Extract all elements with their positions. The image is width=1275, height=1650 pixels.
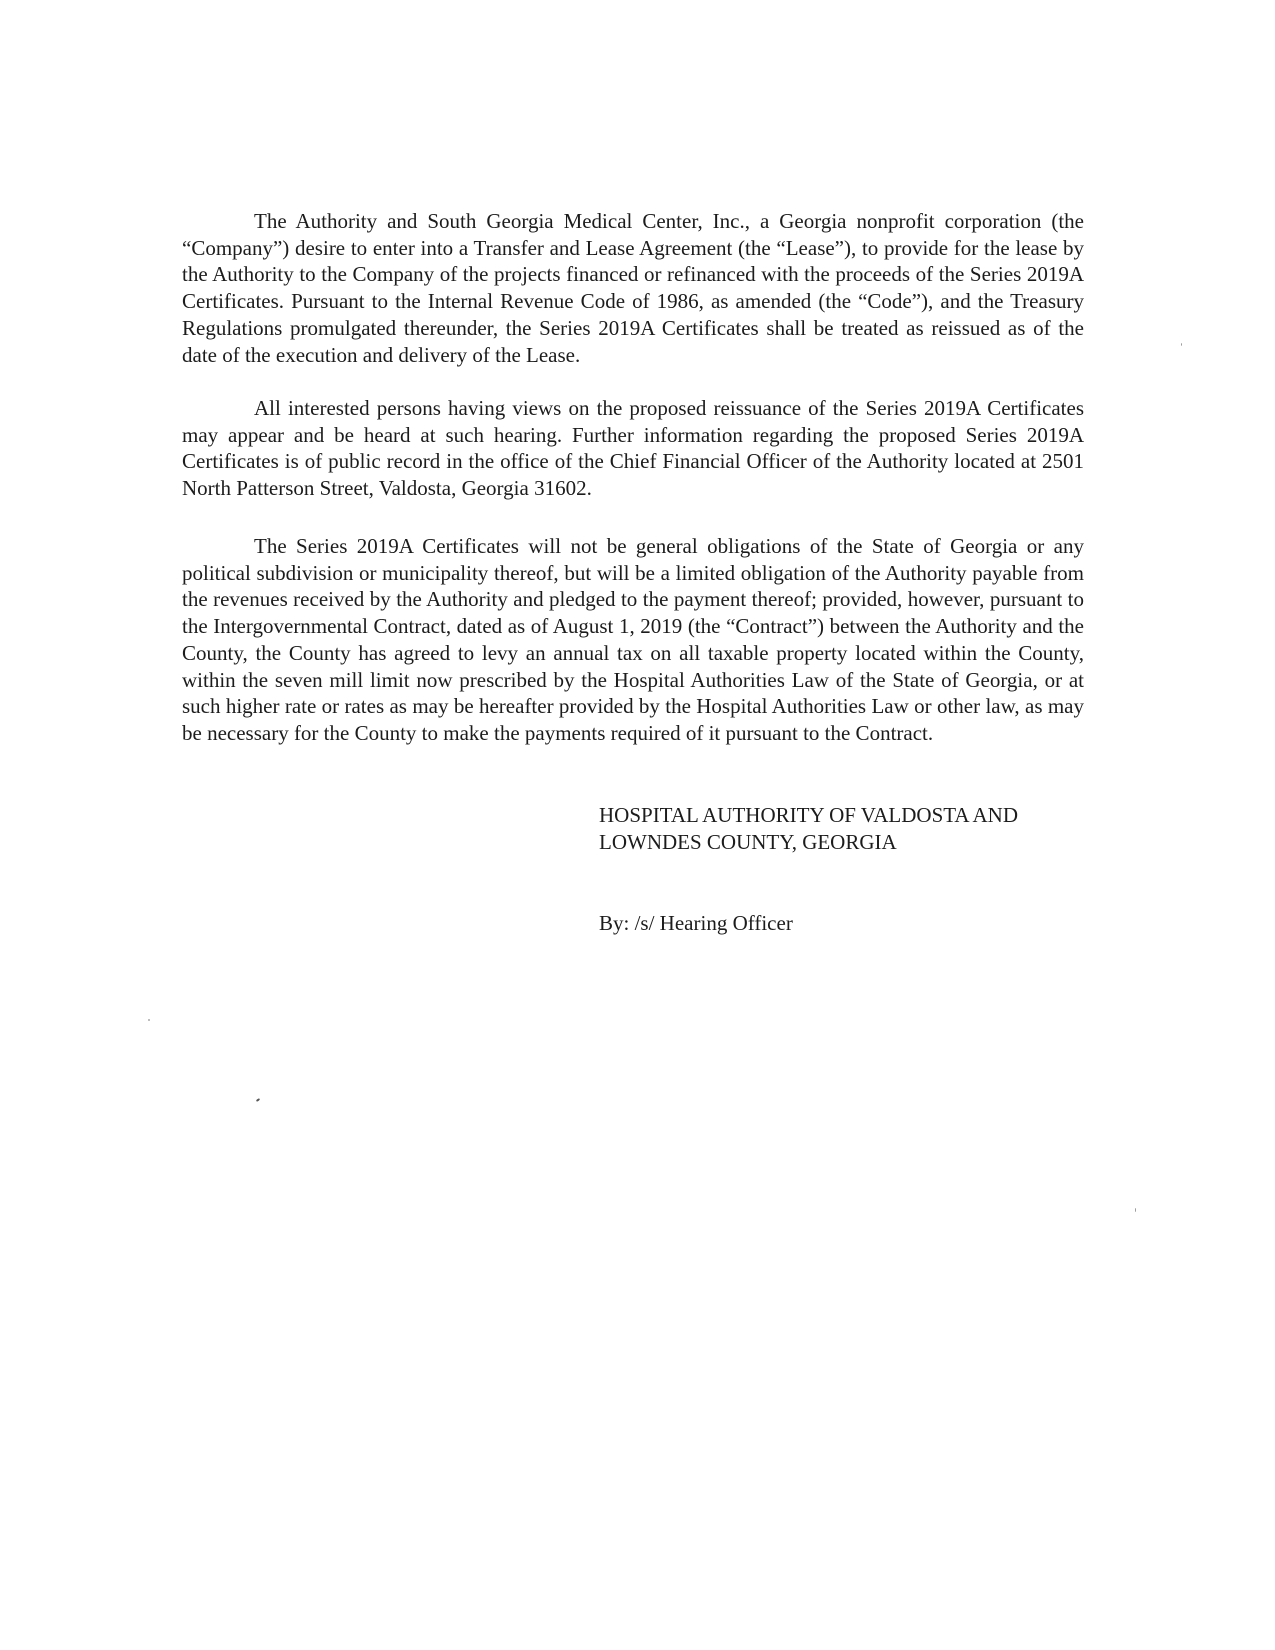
signatory-name-line2: LOWNDES COUNTY, GEORGIA [599, 830, 897, 854]
signatory-name-line1: HOSPITAL AUTHORITY OF VALDOSTA AND [599, 803, 1019, 827]
scan-speck [256, 1098, 260, 1102]
scan-speck [1135, 1208, 1136, 1212]
paragraph-lease-agreement: The Authority and South Georgia Medical Center, Inc., a Georgia nonprofit corporation (the “Company”) desire to enter into a Transfer and Lease Agreement (the “Lease”), to provide for the lease by the Authority to the Company of the projects financed or refinanced with the proceeds of the Series 2019A Certificates. Pursuant to the Internal Revenue Code of 1986, as amended (the “Code”), and the Treasury Regulations promulgated thereunder, the Series 2019A Certificates shall be treated as reissued as of the date of the execution and delivery of the Lease. [182, 209, 1084, 367]
signature-by-line: By: /s/ Hearing Officer [599, 911, 793, 935]
scan-speck [1181, 343, 1182, 346]
scan-speck [148, 1019, 150, 1021]
paragraph-limited-obligation: The Series 2019A Certificates will not be general obligations of the State of Georgia or any political subdivision or municipality thereof, but will be a limited obligation of the Authority payable from the revenues received by the Authority and pledged to the payment thereof; provided, however, pursuant to the Intergovernmental Contract, dated as of August 1, 2019 (the “Contract”) between the Authority and the County, the County has agreed to levy an annual tax on all taxable property located within the County, within the seven mill limit now prescribed by the Hospital Authorities Law of the State of Georgia, or at such higher rate or rates as may be hereafter provided by the Hospital Authorities Law or other law, as may be necessary for the County to make the payments required of it pursuant to the Contract. [182, 534, 1084, 745]
paragraph-public-hearing: All interested persons having views on the proposed reissuance of the Series 2019A Certificates may appear and be heard at such hearing. Further information regarding the proposed Series 2019A Certificates is of public record in the office of the Chief Financial Officer of the Authority located at 2501 North Patterson Street, Valdosta, Georgia 31602. [182, 396, 1084, 501]
